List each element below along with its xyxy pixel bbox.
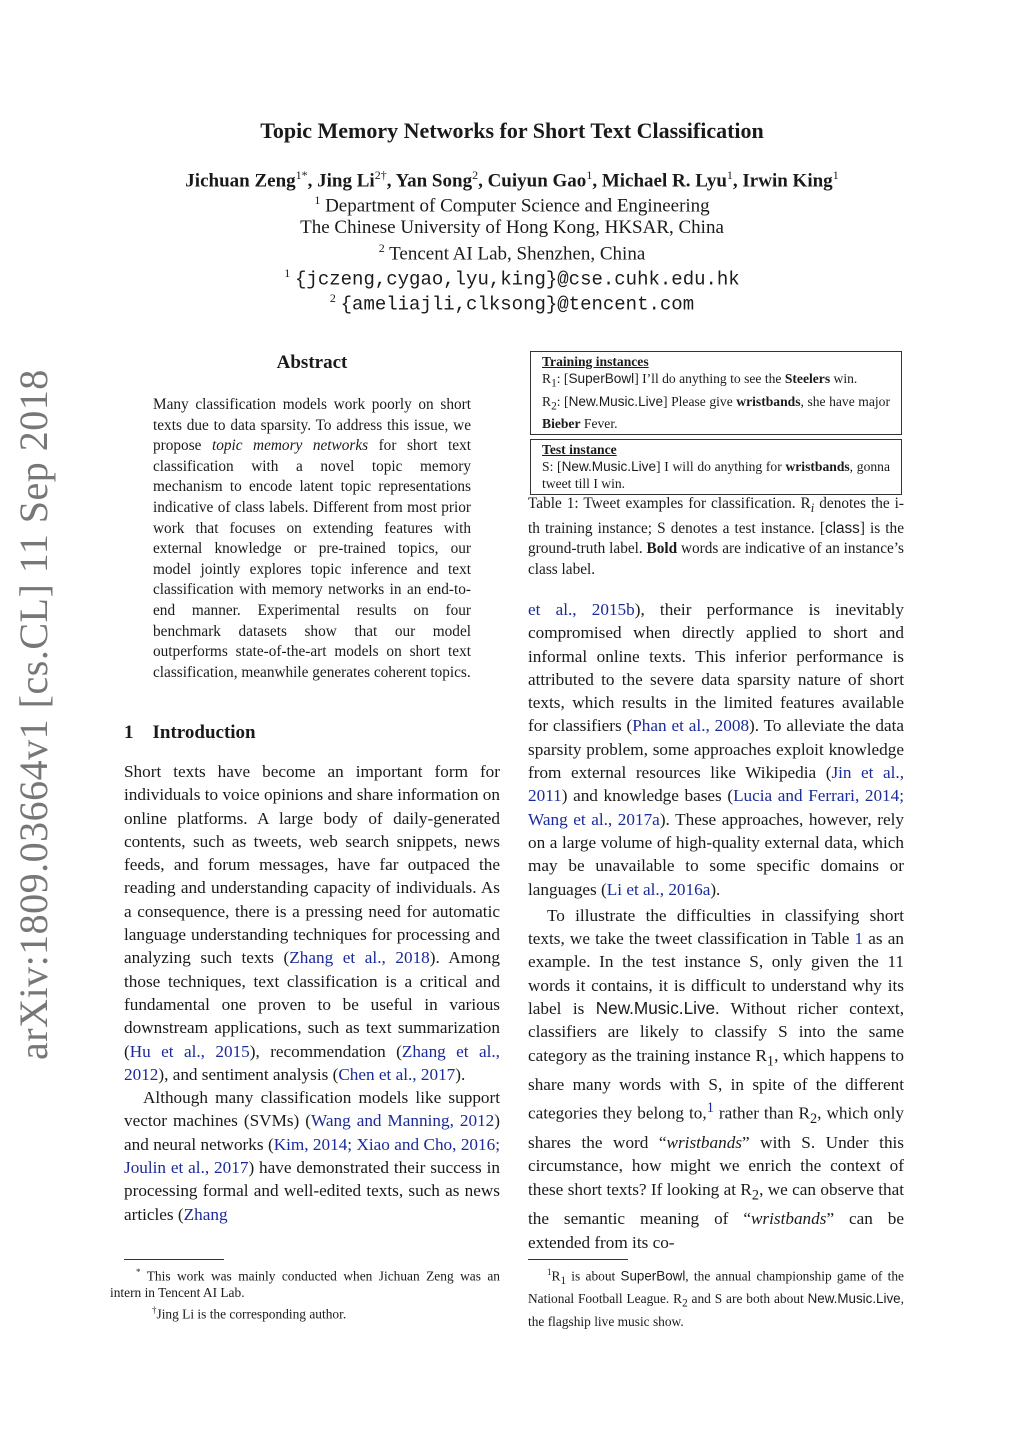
footnote: $^1R_1$ is about SuperBowl, the annual championship game of the National Football League. $R_2$ and S are both about New.Music.Live, the flagship live music show.: [528, 1267, 904, 1329]
author-separator: ,: [592, 170, 602, 192]
footnote-link[interactable]: 1: [706, 1099, 714, 1116]
citation-link[interactable]: Lucia and Ferrari, 2014; Wang et al., 2017a: [528, 786, 905, 829]
author-mark: 1: [586, 168, 593, 182]
class-label: SuperBowl: [568, 371, 635, 386]
affiliation-mark: 2: [329, 291, 336, 305]
email-line: [0, 291, 1024, 315]
affiliation-mark: 1: [284, 266, 291, 280]
paragraph: Although many classification models like support vector machines (SVMs) (Wang and Manning, 2012) and neural networks (Kim, 2014; Xiao and Cho, 2016; Joulin et al., 2017) have demonstrated their success in processing formal and well-edited texts, such as news articles (Zhang: [124, 1088, 500, 1224]
author-separator: ,: [478, 170, 488, 192]
author-separator: ,: [732, 170, 743, 192]
citation-link[interactable]: Phan et al., 2008: [632, 716, 750, 736]
abstract-text: Many classification models work poorly on short texts due to data sparsity. To address this issue, we propose: [153, 396, 471, 455]
footnotes-left: [110, 1264, 500, 1324]
footnote: †Jing Li is the corresponding author.: [152, 1305, 347, 1322]
paragraph: To illustrate the difficulties in classifying short texts, we take the tweet classification in Table 1 as an example. In the test instance S, only given the 11 words it contains, it is difficult to understand why its label is New.Music.Live. Without richer context, classifiers are likely to classify S into the same category as the training instance $R_1$, which happens to share many words with S, in spite of the different categories they belong to,$^1$ rather than $R_2$, which only shares the word “wristbands” with S. Under this circumstance, how might we enrich the context of these short texts? If looking at $R_2$, we can observe that the semantic meaning of “wristbands” can be extended from its co-: [528, 905, 905, 1252]
class-label: New.Music.Live: [568, 393, 664, 409]
affiliation-text: The Chinese University of Hong Kong, HKSAR, China: [300, 217, 724, 238]
author-mark: 1: [726, 168, 733, 182]
table-row: S: [New.Music.Live] I will do anything for wristbands, gonna tweet till I win.: [542, 459, 890, 492]
email-text[interactable]: {ameliajli,clksong}@tencent.com: [340, 293, 695, 316]
table-reference-link[interactable]: 1: [854, 929, 864, 949]
citation-link[interactable]: Li et al., 2016a: [606, 879, 711, 899]
abstract-heading: Abstract: [276, 352, 348, 373]
footnote: * This work was mainly conducted when Jichuan Zeng was an intern in Tencent AI Lab.: [110, 1267, 501, 1301]
author-mark: 1*: [295, 168, 308, 182]
paragraph: Short texts have become an important form for individuals to voice opinions and share information on online platforms. A large body of daily-generated contents, such as tweets, web search snippets, news feeds, and forum messages, have far outpaced the reading and understanding capacity of individuals. As a consequence, there is a pressing need for automatic language understanding techniques for processing and analyzing such texts (Zhang et al., 2018). Among those techniques, text classification is a critical and fundamental one proven to be useful in various downstream applications, such as text summarization (Hu et al., 2015), recommendation (Zhang et al., 2012), and sentiment analysis (Chen et al., 2017).: [124, 762, 500, 1084]
right-column-body: [528, 598, 904, 1254]
class-label: New.Music.Live: [595, 998, 716, 1019]
footnote-rule: [124, 1259, 224, 1260]
author-mark: 2: [472, 168, 479, 182]
section-title: Introduction: [152, 722, 256, 743]
affiliation-mark: 2: [378, 241, 385, 255]
citation-link[interactable]: Jin et al., 2011: [528, 763, 904, 806]
footnotes-right: [528, 1264, 904, 1331]
author-name: Jichuan Zeng: [185, 170, 296, 192]
citation-link[interactable]: Wang and Manning, 2012: [311, 1111, 495, 1131]
citation-link[interactable]: et al., 2015b: [528, 600, 635, 619]
email-line: [0, 266, 1024, 290]
citation-link[interactable]: Kim, 2014; Xiao and Cho, 2016; Joulin et al., 2017: [124, 1134, 500, 1178]
citation-link[interactable]: Zhang et al., 2018: [289, 948, 430, 968]
author-name: Irwin King: [742, 170, 833, 192]
table-row: $R_1$: [SuperBowl] I’ll do anything to see the Steelers win.: [542, 371, 858, 390]
table-section-test: [530, 439, 902, 495]
paper-title: Topic Memory Networks for Short Text Classification: [260, 118, 764, 143]
table-section-heading: Training instances: [542, 354, 649, 369]
affiliation-text: Department of Computer Science and Engineering: [325, 195, 710, 217]
left-column-body: [124, 760, 500, 1226]
abstract-text: for short text classification with a novel topic memory mechanism to encode latent topic representations indicative of class labels. Different from most prior work that focuses on extending features with external knowledge or pre-trained topics, our model jointly explores topic inference and text classification with memory networks in an end-to-end manner. Experimental results on four benchmark datasets show that our model outperforms state-of-the-art models on short text classification, meanwhile generates coherent topics.: [153, 437, 471, 681]
author-mark: 2†: [374, 168, 387, 182]
affiliation-text: Tencent AI Lab, Shenzhen, China: [389, 243, 646, 265]
author-separator: ,: [386, 170, 396, 192]
class-label: New.Music.Live: [561, 459, 657, 475]
author-mark: 1: [832, 168, 839, 182]
section-number: 1: [124, 722, 134, 743]
table-row: $R_2$: [New.Music.Live] Please give wristbands, she have major Bieber Fever.: [542, 393, 891, 432]
author-name: Yan Song: [395, 170, 473, 192]
email-text[interactable]: {jczeng,cygao,lyu,king}@cse.cuhk.edu.hk: [295, 268, 740, 291]
citation-link[interactable]: Zhang: [183, 1204, 228, 1224]
author-name: Michael R. Lyu: [601, 170, 727, 192]
abstract-emphasis: topic memory networks: [211, 437, 369, 455]
affiliation-line: [0, 217, 1024, 239]
author-separator: ,: [307, 170, 318, 192]
author-list: [0, 168, 1024, 192]
citation-link[interactable]: Zhang et al., 2012: [124, 1041, 500, 1084]
section-heading-introduction: [124, 722, 256, 744]
citation-link[interactable]: Hu et al., 2015: [129, 1041, 250, 1061]
author-name: Jing Li: [317, 170, 375, 192]
abstract-body: [153, 395, 471, 683]
arxiv-side-stamp: arXiv:1809.03664v1 [cs.CL] 11 Sep 2018: [11, 369, 56, 1060]
footnote-rule: [528, 1259, 628, 1260]
paragraph: et al., 2015b), their performance is inevitably compromised when directly applied to short and informal online texts. This inferior performance is attributed to the severe data sparsity nature of short texts, which results in the limited features available for classifiers (Phan et al., 2008). To alleviate the data sparsity problem, some approaches exploit knowledge from external resources like Wikipedia (Jin et al., 2011) and knowledge bases (Lucia and Ferrari, 2014; Wang et al., 2017a). These approaches, however, rely on a large volume of high-quality external data, which may be unavailable to some specific domains or languages (Li et al., 2016a).: [528, 600, 905, 899]
table-section-heading: Test instance: [542, 442, 617, 458]
table-1: [530, 351, 902, 495]
author-name: Cuiyun Gao: [487, 170, 587, 192]
affiliation-mark: 1: [314, 193, 321, 207]
table-section-training: [530, 351, 902, 435]
citation-link[interactable]: Chen et al., 2017: [338, 1064, 456, 1084]
affiliation-line: [0, 241, 1024, 265]
table-caption: Table 1: Tweet examples for classification. $R_i$ denotes the i-th training instance; S denotes a test instance. [class] is the ground-truth label. Bold words are indicative of an instance’s class label.: [528, 495, 904, 578]
affiliation-line: [0, 193, 1024, 217]
